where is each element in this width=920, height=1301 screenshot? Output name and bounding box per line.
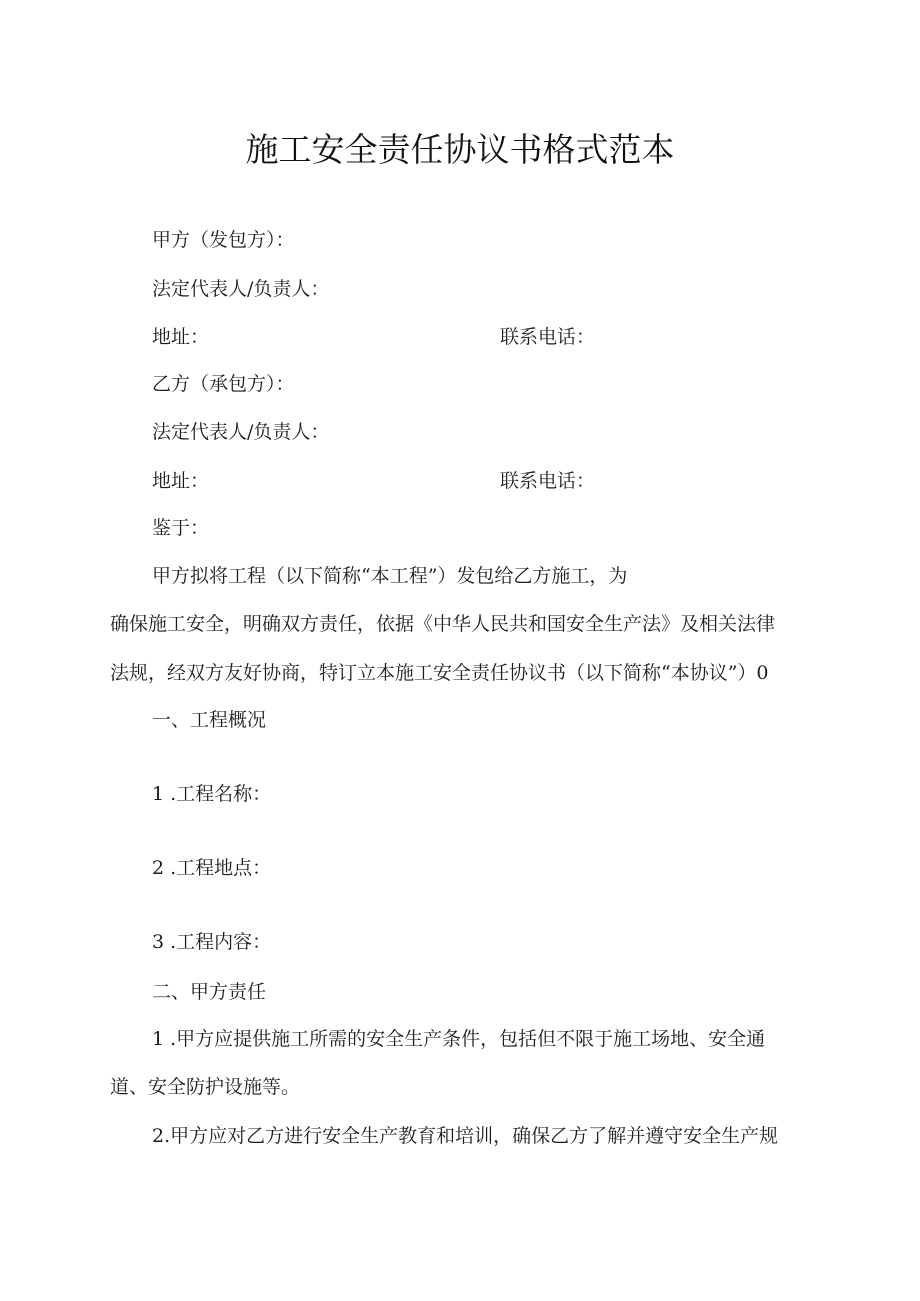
project-location-item: 2 .工程地点： [152, 857, 272, 879]
document-title: 施工安全责任协议书格式范本 [245, 130, 675, 169]
party-b-phone: 联系电话： [500, 470, 596, 492]
party-a-representative: 法定代表人/负责人： [152, 278, 330, 300]
project-content-item: 3 .工程内容： [152, 931, 272, 953]
party-a-duty-item: 1 .甲方应提供施工所需的安全生产条件，包括但不限于施工场地、安全通 [152, 1028, 766, 1050]
preamble-line: 法规，经双方友好协商，特订立本施工安全责任协议书（以下简称“本协议”）0 [110, 662, 769, 684]
party-b-representative: 法定代表人/负责人： [152, 421, 330, 443]
party-b-address: 地址： [152, 470, 210, 492]
section-heading: 一、工程概况 [152, 709, 267, 731]
project-name-item: 1 .工程名称： [152, 783, 272, 805]
party-a-duty-item: 道、安全防护设施等。 [110, 1076, 301, 1098]
section-heading: 二、甲方责任 [152, 981, 267, 1003]
party-b-label: 乙方（承包方）： [152, 373, 295, 395]
party-a-phone: 联系电话： [500, 326, 596, 348]
preamble-line: 确保施工安全，明确双方责任，依据《中华人民共和国安全生产法》及相关法律 [110, 613, 776, 635]
party-a-duty-item: 2.甲方应对乙方进行安全生产教育和培训，确保乙方了解并遵守安全生产规 [152, 1125, 779, 1147]
party-a-label: 甲方（发包方）： [152, 229, 295, 251]
preamble-line: 甲方拟将工程（以下简称“本工程”）发包给乙方施工，为 [152, 565, 628, 587]
party-a-address: 地址： [152, 326, 210, 348]
whereas-label: 鉴于： [152, 517, 210, 539]
